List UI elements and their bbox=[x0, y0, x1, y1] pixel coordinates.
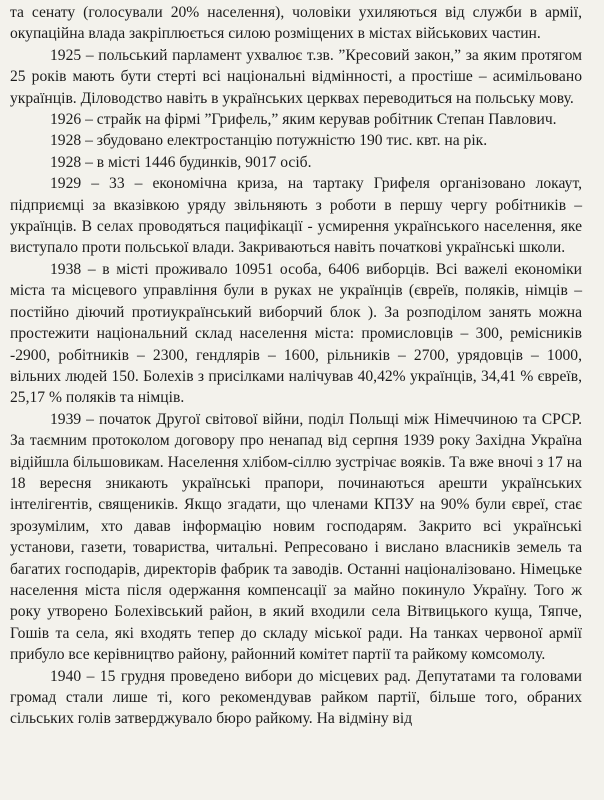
paragraph-1940: 1940 – 15 грудня проведено вибори до місцевих рад. Депутатами та головами громад стали лише ті, кого рекомендував райком партії, більше того, обраних сільських голів затверджувало бюро райкому. На відміну від bbox=[10, 667, 582, 728]
paragraph-1926: 1926 – страйк на фірмі ”Грифель,” яким керував робітник Степан Павлович. bbox=[50, 111, 557, 129]
paragraph-1928-population: 1928 – в місті 1446 будинків, 9017 осіб. bbox=[50, 153, 312, 171]
paragraph-1939: 1939 – початок Другої світової війни, поділ Польщі між Німеччиною та СРСР. За таємним протоколом договору про ненапад від серпня 1939 року Західна Україна відійшла більшовикам. Населення хлібом-сіллю зустрічає вояків. Та вже вночі з 17 на 18 вересня зникають українські прапори, починаються арешти українських інтелігентів, священиків. Якщо згадати, що членами КПЗУ на 90% були євреї, стає зрозумілим, хто давав інформацію новим господарям. Закрито всі українські установи, газети, товариства, читальні. Репресовано і вислано власників земель та багатих господарів, директорів фабрик та заводів. Останні націоналізовано. Німецьке населення міста після одержання компенсації за майно покинуло Україну. Того ж року утворено Болехівський район, в який входили села Вітвицького куща, Тяпче, Гошів та села, які входять тепер до складу міської ради. На танках червоної армії прибуло все керівництво району, районний комітет партії та райкому комсомолу. bbox=[10, 410, 582, 664]
paragraph-1938: 1938 – в місті проживало 10951 особа, 6406 виборців. Всі важелі економіки міста та місцевого управління були в руках не українців (євреїв, поляків, німців – постійно діючий протиукраїнський виборчий блок ). За розподілом занять можна простежити національний склад населення міста: промисловців – 300, ремісників -2900, робітників – 2300, гендлярів – 1600, рільників – 2700, урядовців – 1000, вільних людей 150. Болехів з присілками налічував 40,42% українців, 34,41 % євреїв, 25,17 % поляків та німців. bbox=[10, 260, 582, 407]
paragraph-1929-33: 1929 – 33 – економічна криза, на тартаку Грифеля організовано локаут, підприємці за вказівкою уряду звільняють з роботи в першу чергу робітників – українців. В селах проводяться пацифікації - усмирення українського населення, яке виступало проти польської влади. Закриваються навіть початкові українські школи. bbox=[10, 175, 582, 257]
paragraph-1925: 1925 – польський парламент ухвалює т.зв. ”Кресовий закон,” за яким протягом 25 років мають бути стерті всі національні відмінності, а простіше – асимільовано українців. Діловодство навіть в українських церквах переводиться на польську мову. bbox=[10, 46, 582, 107]
paragraph-continuation: та сенату (голосували 20% населення), чоловіки ухиляються від служби в армії, окупаційна влада закріплюється силою розміщених в містах військових частин. bbox=[10, 4, 582, 43]
paragraph-1928-power-station: 1928 – збудовано електростанцію потужністю 190 тис. квт. на рік. bbox=[50, 132, 488, 150]
